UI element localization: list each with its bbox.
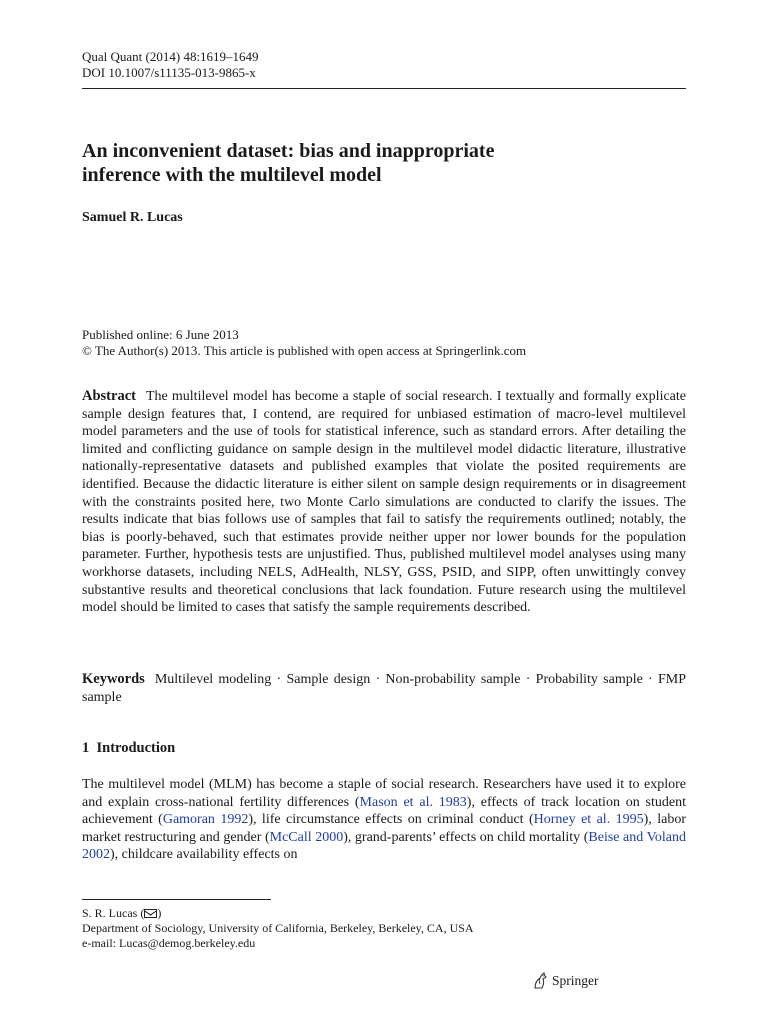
intro-text: ), life circumstance effects on criminal conduct (: [248, 812, 534, 828]
footnote-email[interactable]: e-mail: Lucas@demog.berkeley.edu: [82, 936, 256, 950]
intro-text: ), effects of track location on student achievement (: [82, 794, 686, 828]
section-title: Introduction: [96, 740, 176, 756]
citation-link[interactable]: McCall 2000: [269, 829, 344, 845]
footnote-author: S. R. Lucas ( ): [82, 906, 162, 920]
published-date: Published online: 6 June 2013: [82, 327, 239, 342]
section-number: 1: [82, 740, 90, 756]
abstract-text: The multilevel model has become a staple of social research. I textually and formally explicate sample design features that, I contend, are required for unbiased estimation of macro-level multilevel model parameters and the use of tools for statistical inference, such as standard errors. After detailing the limited and conflicting guidance on sample design in the multilevel model didactic literature, illustrative nationally-representative datasets and published examples that violate the posited requirements are identified. Because the didactic literature is either silent on sample design requirements or in disagreement with the constraints posited here, two Monte Carlo simulations are conducted to clarify the issues. The results indicate that bias follows use of samples that fail to satisfy the requirements outlined; notably, the bias is poorly-behaved, such that estimates provide neither upper nor lower bounds for the population parameter. Further, hypothesis tests are unjustified. Thus, published multilevel model analyses using many workhorse datasets, including NELS, AdHealth, NLSY, GSS, PSID, and SIPP, often unwittingly convey substantive results and theoretical conclusions that lack foundation. Future research using the multilevel model should be limited to cases that satisfy the sample requirements described.: [82, 389, 686, 616]
copyright-notice: © The Author(s) 2013. This article is published with open access at Springerlink.com: [82, 342, 527, 358]
journal-citation: Qual Quant (2014) 48:1619–1649: [82, 49, 259, 64]
abstract: [82, 388, 686, 617]
footnote-rule: [82, 899, 271, 900]
citation-link[interactable]: Mason et al. 1983: [359, 794, 467, 810]
intro-text: ), grand-parents’ effects on child mortality (: [343, 829, 589, 845]
abstract-label: Abstract: [82, 388, 136, 404]
intro-text: ), childcare availability effects on: [110, 847, 298, 863]
springer-horse-icon: [532, 972, 548, 990]
title-line-1: An inconvenient dataset: bias and inappropriate: [82, 140, 495, 162]
publisher-name: Springer: [552, 973, 599, 988]
citation-link[interactable]: Horney et al. 1995: [533, 812, 644, 828]
journal-header: [82, 49, 259, 80]
header-rule: [82, 88, 686, 89]
footnote-affiliation: Department of Sociology, University of California, Berkeley, Berkeley, CA, USA: [82, 921, 474, 935]
publisher-logo: [532, 972, 599, 990]
keywords-label: Keywords: [82, 671, 145, 687]
citation-link[interactable]: Beise and Voland 2002: [82, 829, 686, 863]
publication-info: [82, 327, 526, 358]
author-footnote: [82, 906, 474, 951]
title-line-2: inference with the multilevel model: [82, 163, 382, 186]
author-name: Samuel R. Lucas: [82, 210, 183, 225]
doi: DOI 10.1007/s11135-013-9865-x: [82, 64, 256, 80]
intro-text: ), labor market restructuring and gender (: [82, 812, 686, 845]
section-heading: [82, 740, 175, 757]
article-title: [82, 140, 494, 187]
intro-text: The multilevel model (MLM) has become a staple of social research. Researchers have used it to explore and explain cross-national fertility differences (: [82, 777, 686, 810]
keywords: [82, 671, 686, 706]
introduction-paragraph: [82, 776, 686, 864]
keywords-text: Multilevel modeling · Sample design · Non-probability sample · Probability sample · FMP sample: [82, 672, 686, 705]
envelope-icon: [144, 909, 157, 918]
citation-link[interactable]: Gamoran 1992: [162, 812, 249, 828]
